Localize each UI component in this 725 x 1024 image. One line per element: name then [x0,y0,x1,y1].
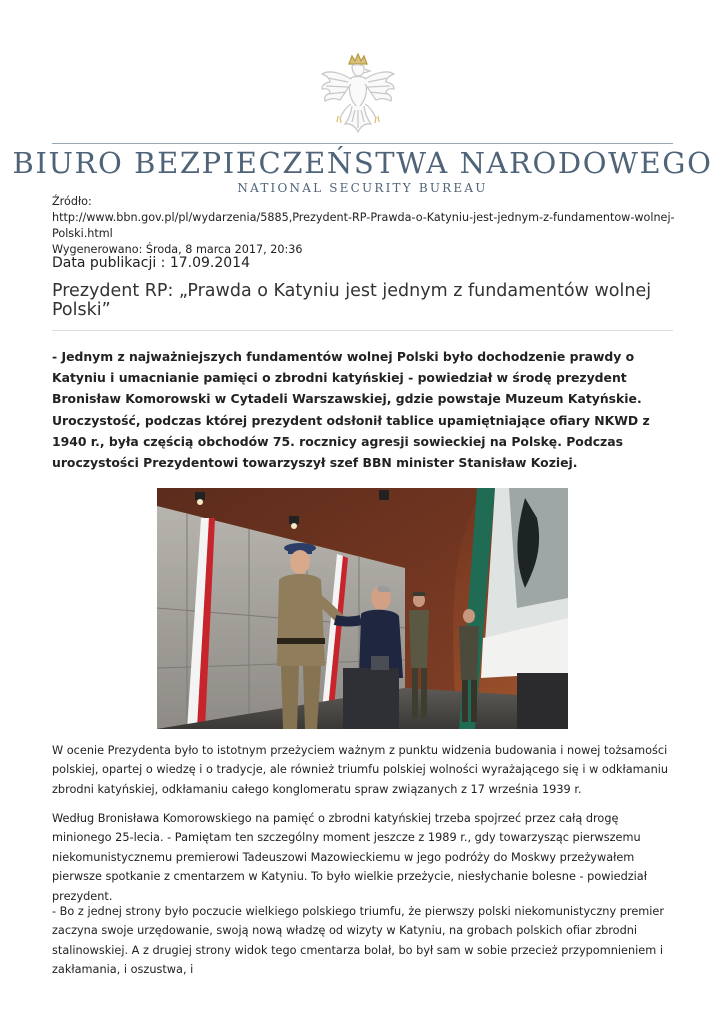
article-photo [157,488,568,729]
publication-date: Data publikacji : 17.09.2014 [52,255,250,271]
document-metadata [52,194,677,258]
source-label: Źródło: [52,195,92,208]
page-header [0,0,725,200]
header-divider [52,143,673,144]
article-paragraph: W ocenie Prezydenta było to istotnym przeżyciem ważnym z punktu widzenia budowania i nowej tożsamości polskiej, opartej o wiedzę i o tradycje, ale również triumfu polskiej wolności wyrażającego się i w odkłamaniu zbrodni katyńskiej, odkłamaniu całego konglomeratu spraw związanych z 17 września 1939 r. [52,744,669,796]
article-paragraph: Według Bronisława Komorowskiego na pamięć o zbrodni katyńskiej trzeba spojrzeć przez całą drogę minionego 25-lecia. - Pamiętam ten szczególny moment jeszcze z 1989 r., gdy towarzysząc pierwszemu niekomunistycznemu premierowi Tadeuszowi Mazowieckiemu w jego podróży do Moskwy przeżywałem pierwsze spotkanie z cmentarzem w Katyniu. To było wielkie przeżycie, niesłychanie bolesne - powiedział prezydent. [52,812,647,903]
white-eagle-emblem-icon [318,52,398,136]
article-paragraph: - Bo z jednej strony było poczucie wielkiego polskiego triumfu, że pierwszy polski niekomunistyczny premier zaczyna swoje urzędowanie, swoją nową władzę od wizyty w Katyniu, na grobach polskich ofiar zbrodni stalinowskiej. A z drugiej strony widok tego cmentarza bolał, bo był sam w sobie przecież przypomnieniem i zakłamania, i oszustwa, i [52,905,665,977]
article-lead: - Jednym z najważniejszych fundamentów wolnej Polski było dochodzenie prawdy o Katyniu i umacnianie pamięci o zbrodni katyńskiej - powiedział w środę prezydent Bronisław Komorowski w Cytadeli Warszawskiej, gdzie powstaje Muzeum Katyńskie. Uroczystość, podczas której prezydent odsłonił tablice upamiętniające ofiary NKWD z 1940 r., była częścią obchodów 75. rocznicy agresji sowieckiej na Polskę. Podczas uroczystości Prezydentowi towarzyszył szef BBN minister Stanisław Koziej. [52,349,650,471]
organization-name: BIURO BEZPIECZEŃSTWA NARODOWEGO [12,146,713,180]
generated-timestamp: Wygenerowano: Środa, 8 marca 2017, 20:36 [52,243,303,256]
organization-subtitle: NATIONAL SECURITY BUREAU [237,181,488,195]
article-title: Prezydent RP: „Prawda o Katyniu jest jednym z fundamentów wolnej Polski” [52,282,673,331]
source-url[interactable]: http://www.bbn.gov.pl/pl/wydarzenia/5885,Prezydent-RP-Prawda-o-Katyniu-jest-jednym-z-fundamentow-wolnej-Polski.html [52,211,675,240]
